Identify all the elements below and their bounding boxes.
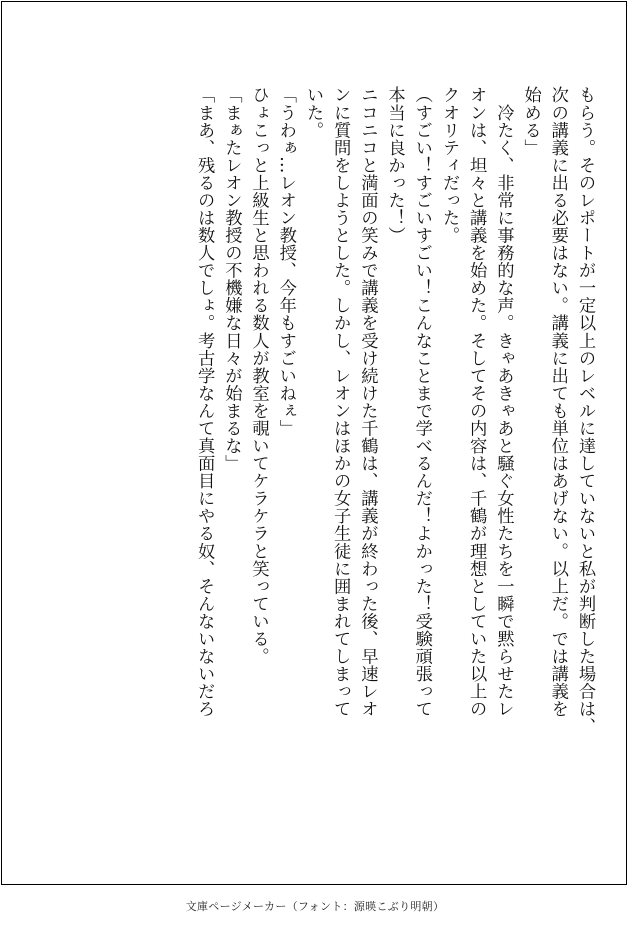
text-line-5: オンは、坦々と講義を始めた。そしてその内容は、千鶴が理想としていた以上の: [466, 86, 487, 718]
text-line-11: いた。: [302, 86, 323, 139]
text-line-4: 冷たく、非常に事務的な声。きゃあきゃあと騒ぐ女性たちを一瞬で黙らせたレ: [493, 86, 514, 718]
text-line-9: ニコニコと満面の笑みで講義を受け続けた千鶴は、講義が終わった後、早速レオ: [357, 86, 378, 718]
text-line-2: 次の講義に出る必要はない。講義に出ても単位はあげない。以上だ。では講義を: [547, 86, 568, 718]
text-line-8: 本当に良かった！）: [384, 86, 405, 244]
text-line-7: （すごい！すごいすごい！こんなことまで学べるんだ！よかった！受験頑張って: [411, 86, 432, 718]
text-line-1: もらう。そのレポートが一定以上のレベルに達していないと私が判断した場合は、: [575, 86, 595, 735]
text-line-12: 「うわぁ…レオン教授、今年もすごいねぇ」: [275, 86, 296, 437]
text-line-14: 「まぁたレオン教授の不機嫌な日々が始まるな」: [221, 86, 242, 472]
text-line-6: クオリティだった。: [438, 86, 459, 244]
text-line-15: 「まあ、残るのは数人でしょ。考古学なんて真面目にやる奴、そんないないだろ: [194, 86, 215, 718]
vertical-text-body: [190, 86, 598, 866]
text-line-3: 始める」: [520, 86, 541, 157]
page: [1, 1, 627, 885]
text-line-13: ひょこっと上級生と思われる数人が教室を覗いてケラケラと笑っている。: [248, 86, 269, 665]
footer-caption: 文庫ページメーカー（フォント：源暎こぶり明朝）: [185, 900, 445, 913]
text-line-10: ンに質問をしようとした。しかし、レオンはほかの女子生徒に囲まれてしまって: [330, 86, 351, 718]
